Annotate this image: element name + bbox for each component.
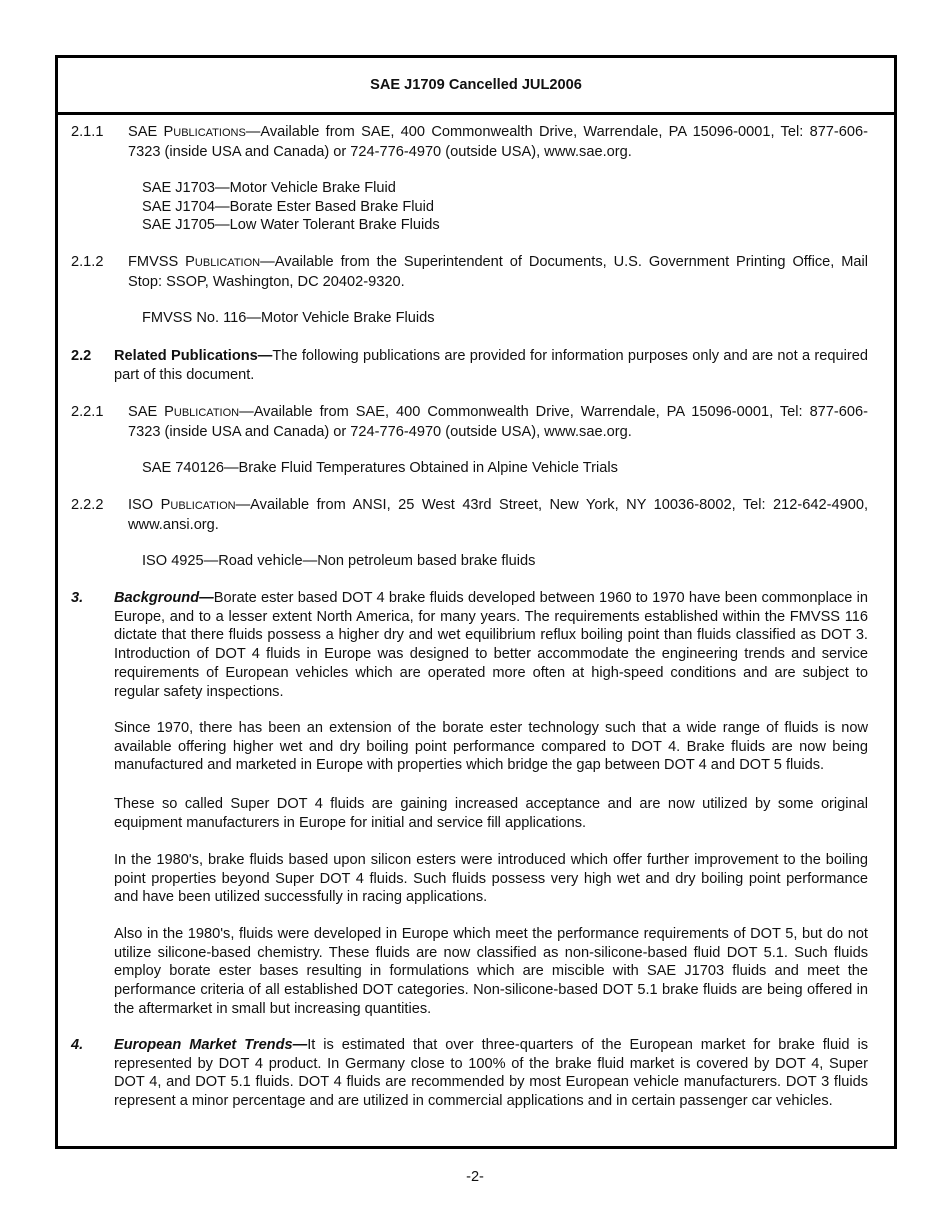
reference-list xyxy=(142,459,618,478)
section-text: SAE PUBLICATIONS—Available from SAE, 400 Commonwealth Drive, Warrendale, PA 15096-0001, Tel: 877-606-7323 (inside USA and Canada) or 724-776-4970 (outside USA), www.sae.org. xyxy=(128,124,868,160)
section-text: Background—Borate ester based DOT 4 brake fluids developed between 1960 to 1970 have been commonplace in Europe, and to a lesser extent North America, for many years. The requirements established within the FMVSS 116 dictate that there fluids possess a higher dry and wet equilibrium reflux boiling point than fluids classified as DOT 3. Introduction of DOT 4 fluids in Europe was designed to better accommodate the engineering trends and service requirements of European vehicles which are operated more often at high-speed conditions and are subject to regular safety inspections. xyxy=(114,590,868,700)
section-number: 2.1.1 xyxy=(71,124,104,140)
section-number: 4. xyxy=(71,1037,84,1053)
reference-list xyxy=(142,179,440,235)
page-header xyxy=(58,58,894,115)
reference-list xyxy=(142,552,535,571)
page-frame: SAE J1709 Cancelled JUL2006 2.1.1 SAE PUBLICATIONS—Available from SAE, 400 Commonwealth Drive, Warrendale, PA 15096-0001, Tel: 877-606-7323 (inside USA and Canada) or 724-776-4970 (outside USA), www.sae.org. SAE J1703—Motor Vehicle Brake Fluid SAE J1704—Borate Ester Based Brake Fluid SAE J1705—Low Water Tolerant Brake Fluids 2.1.2 FMVSS PUBLICATION—Available from the Superintendent of Documents, U.S. Government Printing Office, Mail Stop: SSOP, Washington, DC 20402-9320. FMVSS No. 116—Motor Vehicle Brake Fluids 2.2 Related Publications—The following publications are provided for information purposes only and are not a required part of this document. 2.2.1 SAE PUBLICATION—Available from SAE, 400 Commonwealth Drive, Warrendale, PA 15096-0001, Tel: 877-606-7323 (inside USA and Canada) or 724-776-4970 (outside USA), www.sae.org. SAE 740126—Brake Fluid Temperatures Obtained in Alpine Vehicle Trials 2.2.2 ISO PUBLICATION—Available from ANSI, 25 West 43rd Street, New York, NY 10036-8002, Tel: 212-642-4900, www.ansi.org. ISO 4925—Road vehicle—Non petroleum based brake fluids 3. Background—Borate ester based DOT 4 brake fluids developed between 1960 to 1970 have been commonplace in Europe, and to a lesser extent North America, for many years. The requirements established within the FMVSS 116 dictate that there fluids possess a higher dry and wet equilibrium reflux boiling point than fluids classified as DOT 3. Introduction of DOT 4 fluids in Europe was designed to better accommodate the engineering trends and service requirements of European vehicles which are operated more often at high-speed conditions and are subject to regular safety inspections. Since 1970, there has been an extension of the borate ester technology such that a wide range of fluids is now available offering higher wet and dry boiling point performance compared to DOT 4. Brake fluids are now being manufactured and marketed in Europe with properties which bridge the gap between DOT 4 and DOT 5 fluids. These so called Super DOT 4 fluids are gaining increased acceptance and are now utilized by some original equipment manufacturers in Europe for initial and service fill applications. In the 1980's, brake fluids based upon silicon esters were introduced which offer further improvement to the boiling point properties beyond Super DOT 4 fluids. Such fluids possess very high wet and dry boiling point performance and have been utilized successfully in racing applications. Also in the 1980's, fluids were developed in Europe which meet the performance requirements of DOT 5, but do not utilize silicone-based chemistry. These fluids are now classified as non-silicone-based fluid DOT 5.1. Such fluids employ borate ester bases resulting in formulations which are miscible with SAE J1703 fluids and meet the performance criteria of all established DOT categories. Non-silicone-based DOT 5.1 brake fluids are being offered in the aftermarket in small but increasing quantities. 4. European Market Trends—It is estimated that over three-quarters of the European market for brake fluid is represented by DOT 4 product. In Germany close to 100% of the brake fluid market is covered by DOT 4, Super DOT 4, and DOT 5.1 fluids. DOT 4 fluids are recommended by most European vehicle manufacturers. DOT 3 fluids represent a minor percentage and are utilized in commercial applications and in certain passenger car vehicles. xyxy=(55,55,897,1149)
section-text: SAE PUBLICATION—Available from SAE, 400 Commonwealth Drive, Warrendale, PA 15096-0001, Tel: 877-606-7323 (inside USA and Canada) or 724-776-4970 (outside USA), www.sae.org. xyxy=(128,404,868,440)
section-number: 2.1.2 xyxy=(71,254,104,270)
reference-item: SAE J1705—Low Water Tolerant Brake Fluids xyxy=(142,217,440,234)
section-text: ISO PUBLICATION—Available from ANSI, 25 West 43rd Street, New York, NY 10036-8002, Tel: 212-642-4900, www.ansi.org. xyxy=(128,497,868,533)
section-text: European Market Trends—It is estimated that over three-quarters of the European market for brake fluid is represented by DOT 4 product. In Germany close to 100% of the brake fluid market is covered by DOT 4, Super DOT 4, and DOT 5.1 fluids. DOT 4 fluids are recommended by most European vehicle manufacturers. DOT 3 fluids represent a minor percentage and are utilized in commercial applications and in certain passenger car vehicles. xyxy=(114,1037,869,1110)
reference-item: FMVSS No. 116—Motor Vehicle Brake Fluids xyxy=(142,310,435,326)
section-number: 2.2 xyxy=(71,348,92,364)
reference-item: SAE J1703—Motor Vehicle Brake Fluid xyxy=(142,180,396,196)
reference-list xyxy=(142,309,435,328)
document-title: SAE J1709 Cancelled JUL2006 xyxy=(370,76,582,93)
reference-item: SAE J1704—Borate Ester Based Brake Fluid xyxy=(142,198,435,215)
section-text: FMVSS PUBLICATION—Available from the Superintendent of Documents, U.S. Government Printing Office, Mail Stop: SSOP, Washington, DC 20402-9320. xyxy=(128,254,869,290)
section-number: 2.2.1 xyxy=(71,404,104,420)
section-number: 2.2.2 xyxy=(71,497,104,513)
page-number: -2- xyxy=(466,1169,484,1185)
reference-item: ISO 4925—Road vehicle—Non petroleum based brake fluids xyxy=(142,553,536,569)
reference-item: SAE 740126—Brake Fluid Temperatures Obtained in Alpine Vehicle Trials xyxy=(142,460,618,476)
section-number: 3. xyxy=(71,590,84,606)
section-text: Related Publications—The following publications are provided for information purposes only and are not a required part of this document. xyxy=(114,348,868,383)
